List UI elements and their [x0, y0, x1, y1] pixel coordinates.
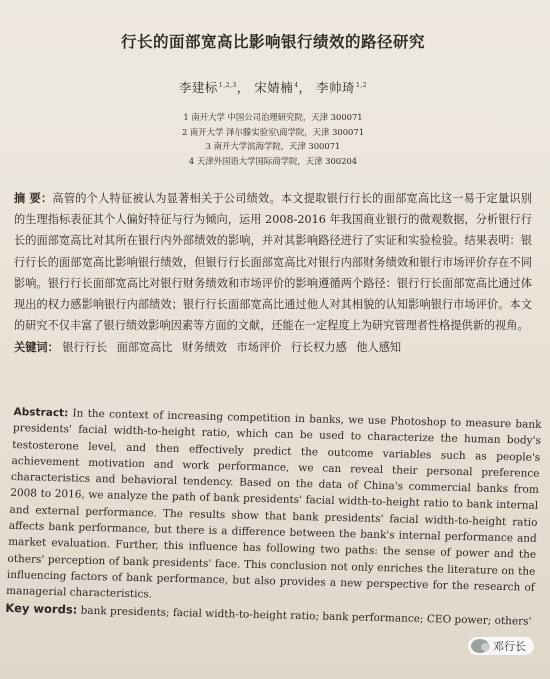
keyword: 银行行长 [62, 341, 108, 355]
english-keywords-text: bank presidents; facial width-to-height ratio; bank performance; CEO power; others' [77, 604, 532, 628]
english-abstract [5, 404, 542, 629]
author-affiliation-mark: 1,2 [356, 81, 368, 89]
author-affiliation-mark: 4 [294, 81, 299, 89]
author-separator: ， [236, 80, 250, 95]
affiliation-line: 4 天津外国语大学国际商学院，天津 300204 [188, 155, 358, 166]
chinese-abstract-text: 高管的个人特征被认为显著相关于公司绩效。本文提取银行行长的面部宽高比这一易于定量识别的生理指标表征其个人偏好特征与行为倾向，运用 2008-2016 年我国商业银行的微观数据，分析银行行长的面部宽高比对其所在银行内外部绩效的影响，并对其影响路径进行了实证和实验检验。结果表明：银行行长的面部宽高比影响银行绩效，但银行行长面部宽高比对银行内部财务绩效和银行市场评价存在不同影响。银行行长面部宽高比对银行财务绩效和市场评价的影响遵循两个路径：银行行长面部宽高比通过体现出的权力感影响银行内部绩效；银行行长面部宽高比通过他人对其相貌的认知影响银行市场评价。本文的研究不仅丰富了银行绩效影响因素等方面的文献，还能在一定程度上为研究管理者性格提供新的视角。 [14, 192, 532, 333]
chinese-keywords-label: 关键词： [14, 341, 59, 355]
author-separator: ， [298, 80, 312, 95]
keyword: 他人感知 [356, 341, 402, 355]
chinese-abstract [14, 188, 532, 336]
watermark-text: 邓行长 [493, 640, 526, 653]
english-abstract-text: In the context of increasing competition in banks, we use Photoshop to measure bank presidents' facial width-to-height ratio, which can be used to characterize the human body's testosterone level, and then effectively predict the outcome variables such as people's achievement motivation and work performance, we can reveal their personal preference characteristics and behavioral tendency. Based on the data of China's commercial banks from 2008 to 2016, we analyze the path of bank presidents' facial width-to-height ratio to bank internal and external performance. The results show that bank presidents' facial width-to-height ratio affects bank performance, but there is a difference between the bank's internal performance and market evaluation. Further, this influence has following two paths: the sense of power and the others' perception of bank presidents' face. This conclusion not only enriches the literature on the influencing factors of bank performance, but also provides a new perspective for the research of managerial characteristics. [5, 407, 542, 602]
chinese-keyword-terms [62, 341, 407, 354]
keyword: 面部宽高比 [116, 341, 173, 355]
chinese-abstract-label: 摘 要： [14, 192, 53, 205]
wechat-icon [471, 639, 489, 653]
keyword: 财务绩效 [182, 341, 227, 355]
english-abstract-label: Abstract: [13, 406, 69, 420]
affiliation-list [14, 110, 532, 168]
english-keywords [5, 600, 534, 630]
author-name: 李建标 [178, 80, 218, 95]
english-keywords-label: Key words: [5, 600, 78, 617]
affiliation-line: 1 南开大学 中国公司治理研究院，天津 300071 [183, 112, 363, 122]
author-list [14, 78, 532, 96]
paper-title: 行长的面部宽高比影响银行绩效的路径研究 [120, 33, 425, 51]
affiliation-line: 3 南开大学滨海学院，天津 300071 [205, 141, 341, 151]
author-name: 李帅琦 [316, 80, 356, 95]
author-name: 宋婧楠 [254, 80, 294, 95]
affiliation-line: 2 南开大学 泽尔滕实验室\商学院，天津 300071 [181, 126, 365, 137]
author-affiliation-mark: 1,2,3 [218, 81, 237, 89]
keyword: 市场评价 [236, 341, 282, 355]
keyword: 行长权力感 [290, 341, 347, 355]
wechat-watermark [468, 637, 534, 655]
chinese-keywords [14, 338, 532, 358]
